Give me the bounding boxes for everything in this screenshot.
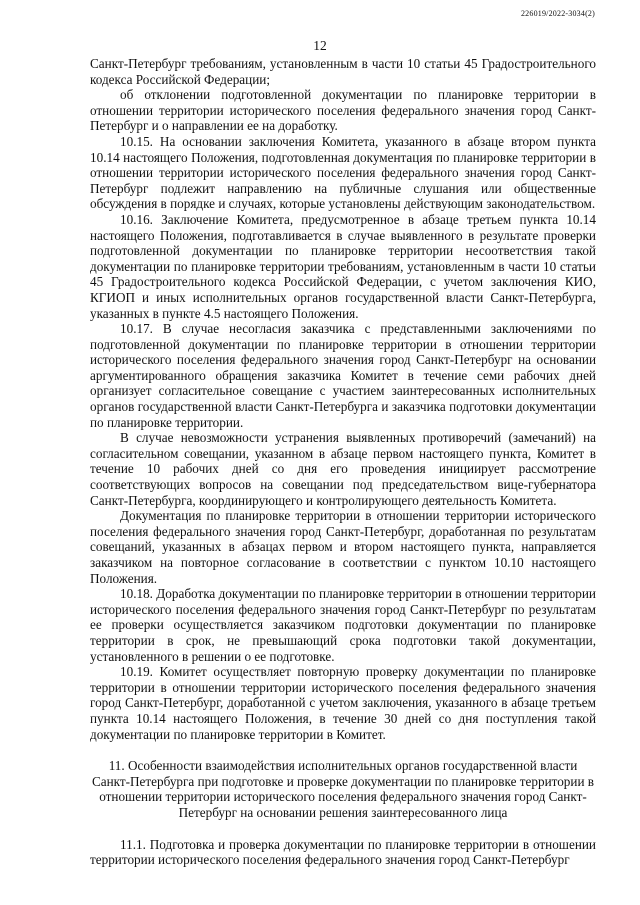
paragraph-10-17-second: В случае невозможности устранения выявленных противоречий (замечаний) на согласительном совещании, указанном в абзаце первом настоящего пункта, Комитет в течение 10 рабочих дней со дня его проведения инициирует рассмотрение соответствующих вопросов на совещании под председательством вице-губернатора Санкт-Петербурга, координирующего и контролирующего деятельность Комитета. (90, 430, 596, 508)
paragraph-10-16: 10.16. Заключение Комитета, предусмотренное в абзаце третьем пункта 10.14 настоящего Положения, подготавливается в случае выявленного в результате проверки подготовленной документации по планировке территории несоответствия такой документации по планировке территории требованиям, установленным в части 10 статьи 45 Градостроительного кодекса Российской Федерации, с учетом заключения КИО, КГИОП и иных исполнительных органов государственной власти Санкт-Петербурга, указанных в пункте 4.5 настоящего Положения. (90, 211, 596, 321)
paragraph-10-17-third: Документация по планировке территории в отношении территории исторического поселения федерального значения город Санкт-Петербург, доработанная по результатам совещаний, указанных в абзацах первом и втором настоящего пункта, направляется заказчиком на повторное согласование в соответствии с пунктом 10.10 настоящего Положения. (90, 508, 596, 586)
paragraph-10-19: 10.19. Комитет осуществляет повторную проверку документации по планировке территории в отношении территории исторического поселения федерального значения город Санкт-Петербург, доработанной с учетом заключения, указанного в абзаце третьем пункта 10.14 настоящего Положения, в течение 30 дней со дня поступления такой документации по планировке территории в Комитет. (90, 664, 596, 742)
section-heading-11: 11. Особенности взаимодействия исполнительных органов государственной власти Санкт-Петербурга при подготовке и проверке документации по планировке территории в отношении территории исторического поселения федерального значения город Санкт-Петербург на основании решения заинтересованного лица (91, 758, 595, 820)
paragraph-continuation: Санкт-Петербург требованиям, установленным в части 10 статьи 45 Градостроительного кодекса Российской Федерации; (90, 56, 596, 87)
page-number: 12 (313, 38, 327, 53)
document-id: 226019/2022-3034(2) (520, 9, 595, 18)
paragraph-10-18: 10.18. Доработка документации по планировке территории в отношении территории исторического поселения федерального значения город Санкт-Петербург по результатам ее проверки осуществляется заказчиком подготовки документации по планировке территории в срок, не превышающий срока подготовки такой документации, установленного в решении о ее подготовке. (90, 586, 596, 664)
paragraph-10-15: 10.15. На основании заключения Комитета, указанного в абзаце втором пункта 10.14 настоящего Положения, подготовленная документация по планировке территории в отношении территории исторического поселения федерального значения город Санкт-Петербург подлежит направлению на публичные слушания или общественные обсуждения в порядке и случаях, которые установлены действующим законодательством. (90, 133, 596, 212)
paragraph-11-1: 11.1. Подготовка и проверка документации по планировке территории в отношении территории исторического поселения федерального значения город Санкт-Петербург (90, 836, 596, 868)
paragraph-10-17: 10.17. В случае несогласия заказчика с представленными заключениями по подготовленной документации по планировке территории в отношении территории исторического поселения федерального значения город Санкт-Петербург на основании аргументированного обращения заказчика Комитет в течение семи рабочих дней организует согласительное совещание с участием заинтересованных исполнительных органов государственной власти Санкт-Петербурга и заказчика подготовки документации по планировке территории. (90, 321, 596, 430)
document-body (90, 56, 596, 868)
paragraph-rejection: об отклонении подготовленной документации по планировке территории в отношении территории исторического поселения федерального значения город Санкт-Петербург и о направлении ее на доработку. (90, 87, 596, 134)
